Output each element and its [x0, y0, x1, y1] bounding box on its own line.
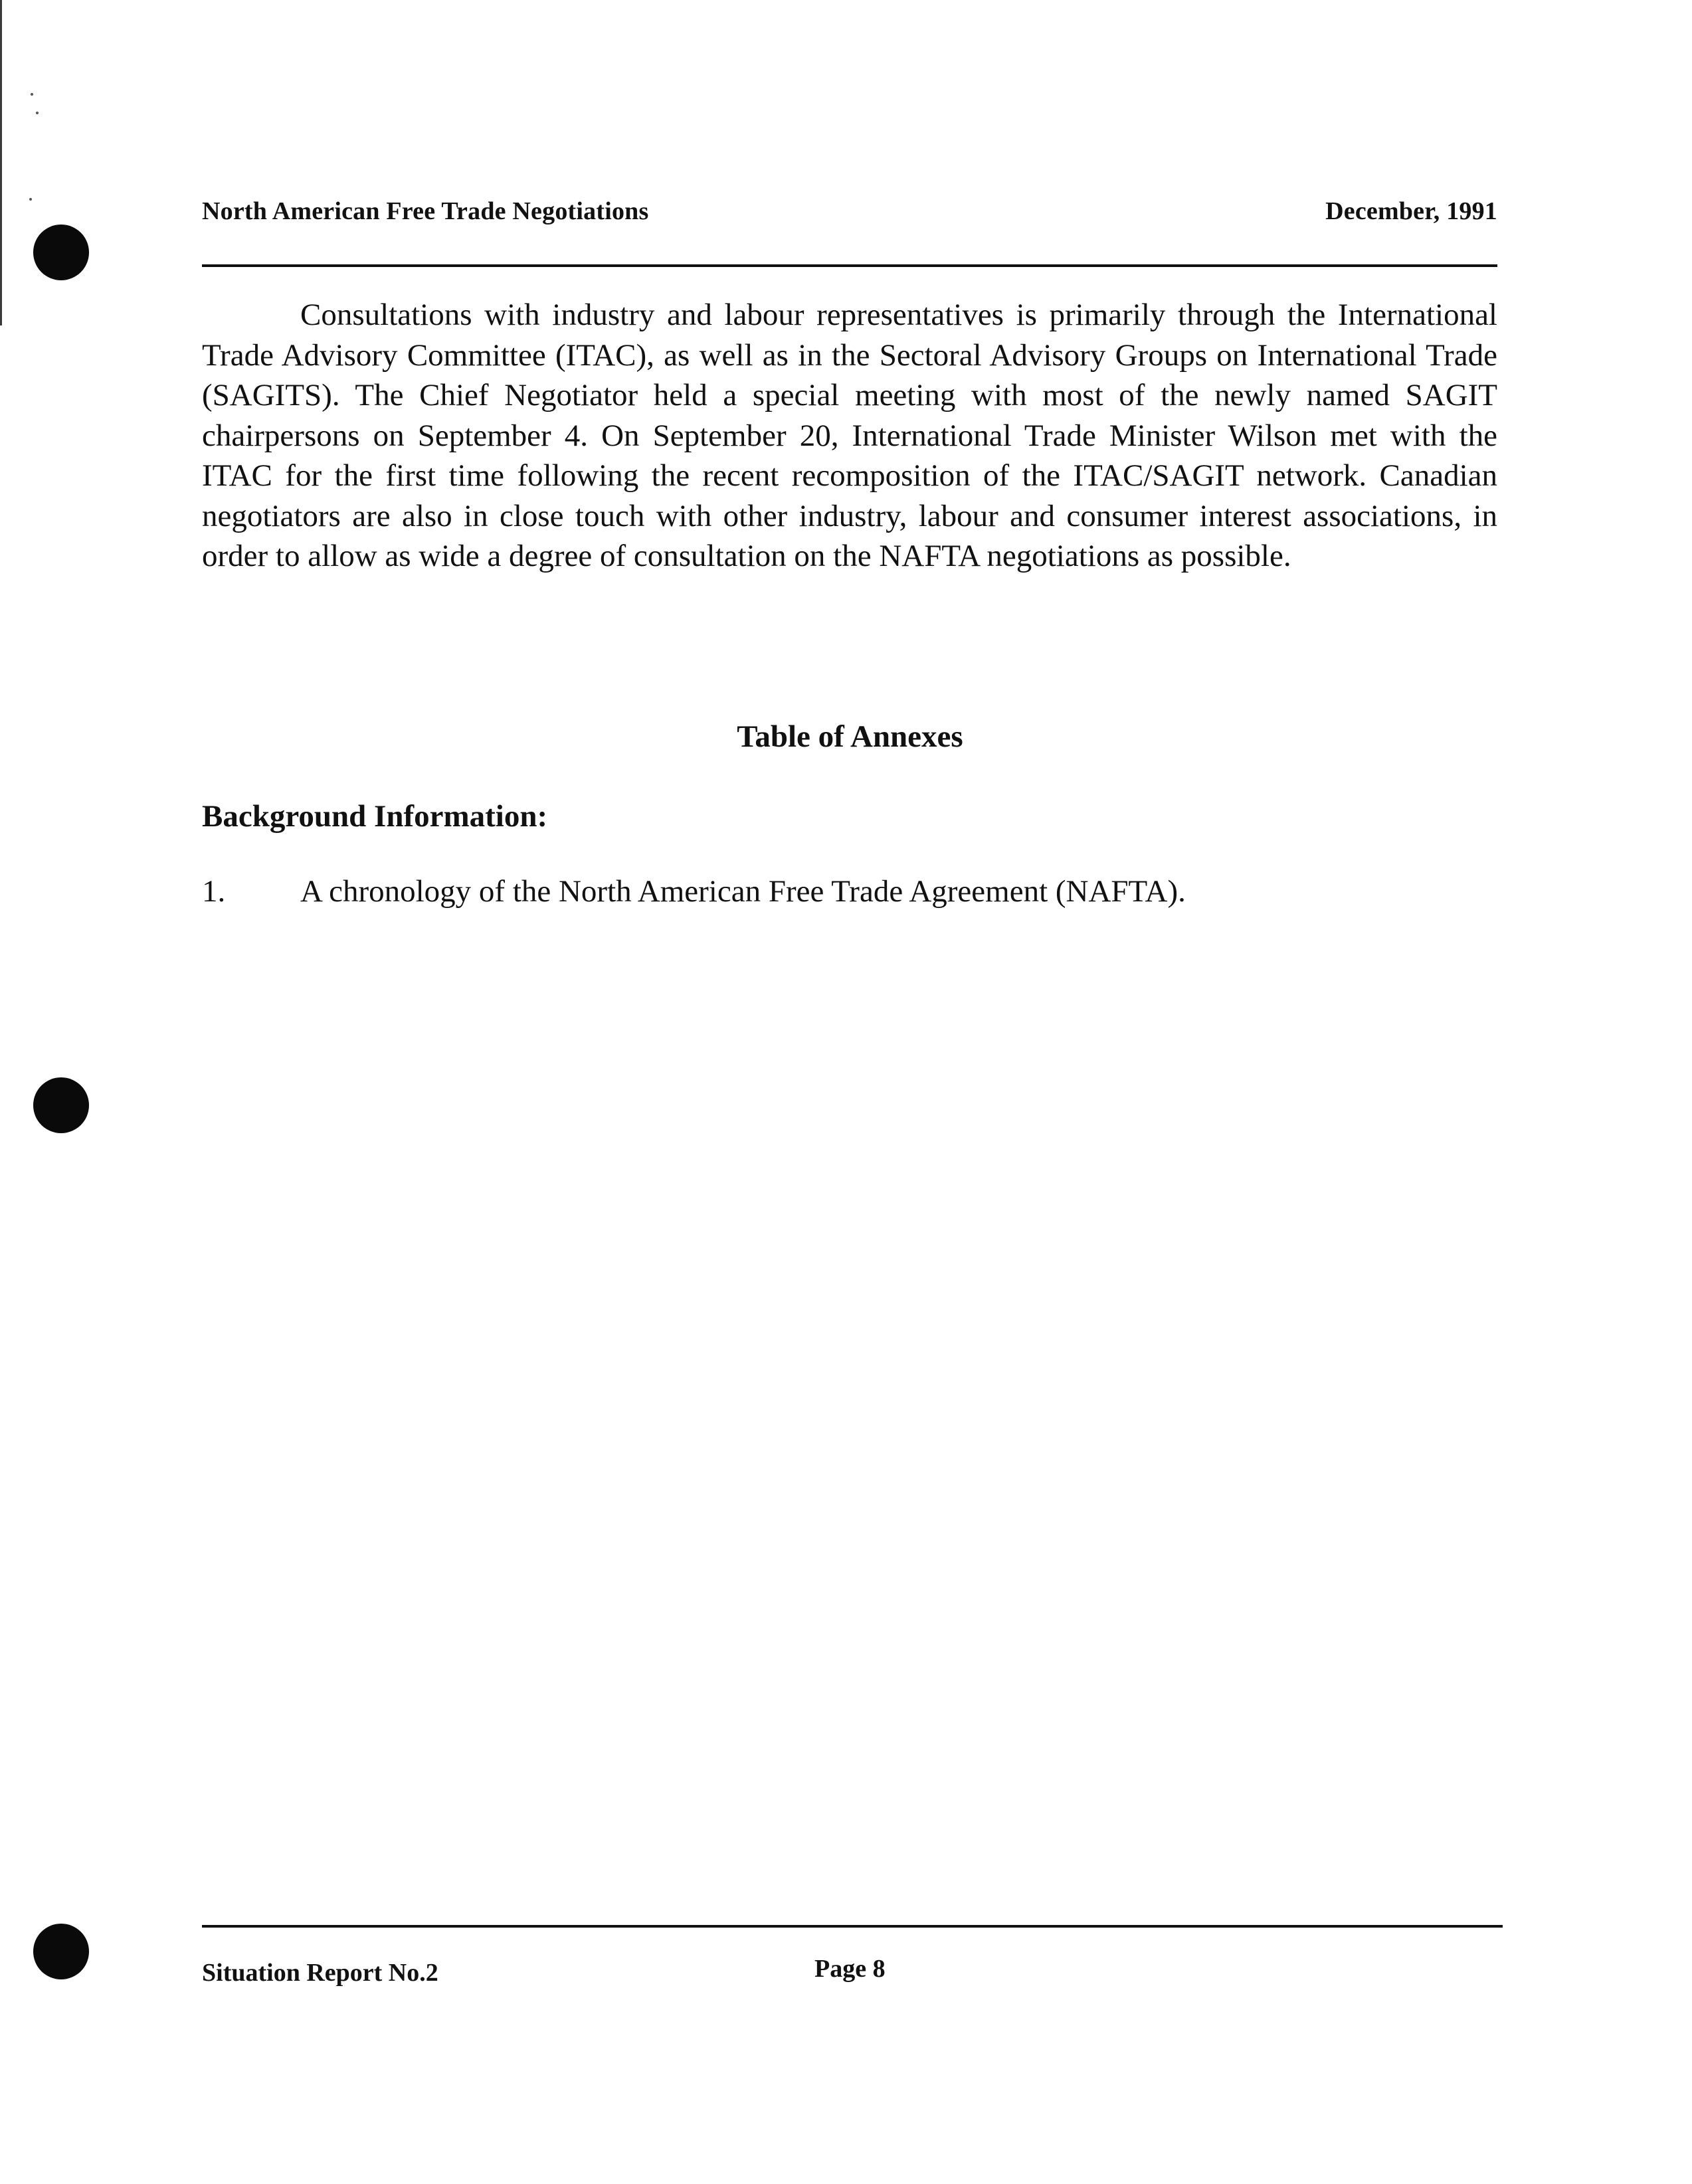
body-paragraph: Consultations with industry and labour representatives is primarily through the International Trade Advisory Committee (ITAC), as well as in the Sectoral Advisory Groups on International Trade (SAGITS). The Chief Negotiator held a special meeting with most of the newly named SAGIT chairpersons on September 4. On September 20, International Trade Minister Wilson met with the ITAC for the first time following the recent recomposition of the ITAC/SAGIT network. Canadian negotiators are also in close touch with other industry, labour and consumer interest associations, in order to allow as wide a degree of consultation on the NAFTA negotiations as possible. — [202, 298, 1497, 573]
punch-hole-top — [33, 225, 89, 280]
footer-rule — [202, 1925, 1503, 1928]
punch-hole-bottom — [33, 1924, 89, 1979]
footer-report: Situation Report No.2 — [202, 1959, 438, 1987]
scan-speck — [36, 112, 39, 114]
footer-page-number: Page 8 — [814, 1955, 886, 1983]
scan-edge-line — [0, 0, 2, 325]
header-title: North American Free Trade Negotiations — [202, 197, 649, 225]
punch-hole-middle — [33, 1077, 89, 1133]
scan-speck — [29, 198, 32, 201]
list-item-text: A chronology of the North American Free Trade Agreement (NAFTA). — [300, 874, 1186, 909]
list-item-number: 1. — [202, 874, 226, 909]
header-rule — [202, 264, 1497, 267]
background-heading: Background Information: — [202, 799, 548, 834]
annexes-title: Table of Annexes — [737, 719, 963, 754]
scan-speck — [31, 93, 33, 96]
header-date: December, 1991 — [1325, 197, 1497, 225]
